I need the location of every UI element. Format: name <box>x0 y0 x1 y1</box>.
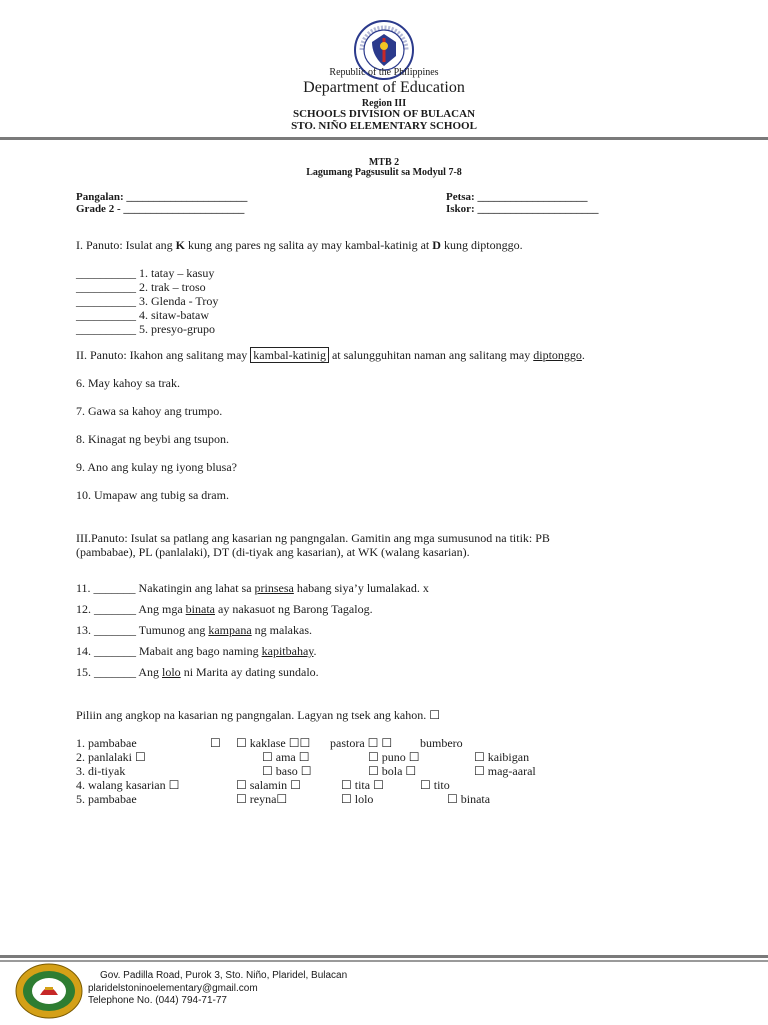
test-subtitle: Lagumang Pagsusulit sa Modyul 7-8 <box>306 167 462 178</box>
footer-address: Gov. Padilla Road, Purok 3, Sto. Niño, Plaridel, Bulacan <box>100 970 348 981</box>
choice-option[interactable]: ☐ mag-aaral <box>474 764 536 778</box>
part1-instruction: I. Panuto: Isulat ang K kung ang pares ng salita ay may kambal-katinig at D kung diptonggo. <box>76 238 523 252</box>
footer-phone: Telephone No. (044) 794-71-77 <box>88 995 227 1006</box>
footer-email[interactable]: plaridelstoninoelementary@gmail.com <box>88 983 258 994</box>
choice-option[interactable]: ☐ reyna☐ <box>236 792 288 806</box>
name-field: Pangalan: ______________________ <box>76 191 248 203</box>
header-rule <box>0 137 768 140</box>
choice-option[interactable]: bumbero <box>420 736 463 750</box>
part3-item: 15. _______ Ang lolo ni Marita ay dating sundalo. <box>76 665 319 679</box>
part1-item: __________ 1. tatay – kasuy <box>76 266 215 280</box>
part4-instruction: Piliin ang angkop na kasarian ng pangngalan. Lagyan ng tsek ang kahon. ☐ <box>76 708 441 722</box>
part1-item: __________ 3. Glenda - Troy <box>76 294 219 308</box>
score-field: Iskor: ______________________ <box>446 203 599 215</box>
choice-option[interactable]: ☐ bola ☐ <box>368 764 417 778</box>
choice-option[interactable]: ☐ baso ☐ <box>262 764 312 778</box>
choice-row-label: 5. pambabae <box>76 792 137 806</box>
grade-field: Grade 2 - ______________________ <box>76 203 245 215</box>
school-name: STO. NIÑO ELEMENTARY SCHOOL <box>291 120 477 132</box>
footer-rule <box>0 955 768 958</box>
choice-option[interactable]: ☐ puno ☐ <box>368 750 420 764</box>
choice-row-label: 1. pambabae <box>76 736 137 750</box>
part3-item: 12. _______ Ang mga binata ay nakasuot ng Barong Tagalog. <box>76 602 373 616</box>
choice-option[interactable]: ☐ ama ☐ <box>262 750 310 764</box>
part1-item: __________ 2. trak – troso <box>76 280 206 294</box>
part2-item: 10. Umapaw ang tubig sa dram. <box>76 488 229 502</box>
part2-item: 7. Gawa sa kahoy ang trumpo. <box>76 404 223 418</box>
part2-item: 8. Kinagat ng beybi ang tsupon. <box>76 432 229 446</box>
choice-option[interactable]: ☐ tito <box>420 778 450 792</box>
part3-item: 14. _______ Mabait ang bago naming kapitbahay. <box>76 644 317 658</box>
date-field: Petsa: ____________________ <box>446 191 588 203</box>
republic-line: Republic of the Philippines <box>329 67 439 78</box>
choice-option[interactable]: ☐ salamin ☐ <box>236 778 301 792</box>
choice-row-label: 3. di-tiyak <box>76 764 126 778</box>
part3-item: 13. _______ Tumunog ang kampana ng malakas. <box>76 623 312 637</box>
choice-option[interactable]: ☐ tita ☐ <box>341 778 384 792</box>
part3-item: 11. _______ Nakatingin ang lahat sa prinsesa habang siya’y lumalakad. x <box>76 581 429 595</box>
part1-item: __________ 4. sitaw-bataw <box>76 308 209 322</box>
underlined-word: diptonggo <box>533 348 582 362</box>
part2-item: 9. Ano ang kulay ng iyong blusa? <box>76 460 237 474</box>
choice-option[interactable]: ☐ kaibigan <box>474 750 530 764</box>
subject-title: MTB 2 <box>368 157 400 168</box>
school-logo <box>14 962 84 1020</box>
region: Region III <box>361 98 407 109</box>
choice-row-label: 4. walang kasarian ☐ <box>76 778 180 792</box>
part1-item: __________ 5. presyo-grupo <box>76 322 215 336</box>
boxed-word: kambal-katinig <box>250 347 329 363</box>
choice-option[interactable]: ☐ binata <box>447 792 491 806</box>
checkbox[interactable]: ☐ <box>210 736 221 750</box>
footer-rule-inner <box>0 960 768 962</box>
part2-item: 6. May kahoy sa trak. <box>76 376 180 390</box>
choice-option[interactable]: ☐ kaklase ☐☐ <box>236 736 311 750</box>
choice-option[interactable]: ☐ lolo <box>341 792 374 806</box>
choice-row-label: 2. panlalaki ☐ <box>76 750 146 764</box>
part2-instruction: II. Panuto: Ikahon ang salitang may kambal-katinig at salungguhitan naman ang salitang may diptonggo. <box>76 348 585 362</box>
department-name: Department of Education <box>303 79 465 96</box>
division: SCHOOLS DIVISION OF BULACAN <box>292 108 476 120</box>
choice-option[interactable]: pastora ☐ ☐ <box>330 736 393 750</box>
part3-instruction-cont: (pambabae), PL (panlalaki), DT (di-tiyak ang kasarian), at WK (walang kasarian). <box>76 545 470 559</box>
part3-instruction: III.Panuto: Isulat sa patlang ang kasarian ng pangngalan. Gamitin ang mga sumusunod na titik: PB <box>76 531 550 545</box>
